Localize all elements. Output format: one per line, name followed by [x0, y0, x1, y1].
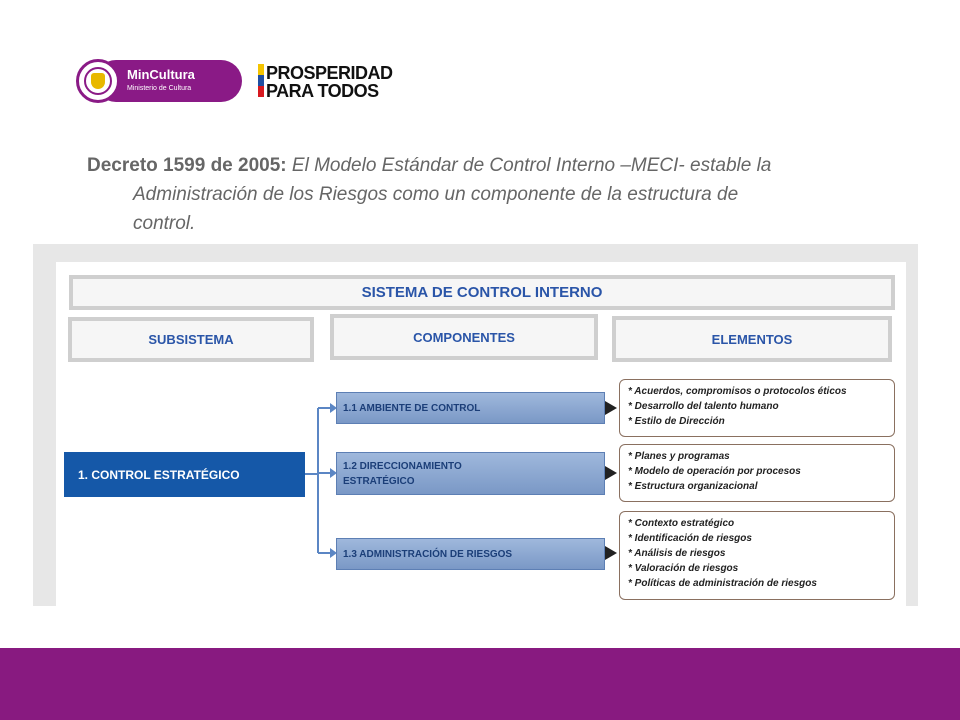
decreto-text-line3: control.	[133, 213, 196, 234]
element-item: * Valoración de riesgos	[628, 563, 739, 574]
component-label-2: ESTRATÉGICO	[343, 475, 415, 487]
diagram-title: SISTEMA DE CONTROL INTERNO	[69, 275, 895, 310]
mincultura-subtitle: Ministerio de Cultura	[127, 85, 192, 92]
column-subsistema: SUBSISTEMA	[68, 317, 314, 362]
prosperidad-line1: PROSPERIDAD	[266, 63, 393, 83]
decreto-paragraph	[87, 151, 883, 238]
component-label: 1.3 ADMINISTRACIÓN DE RIESGOS	[343, 548, 513, 560]
element-item: * Estructura organizacional	[628, 481, 758, 492]
component-administracion-riesgos	[336, 538, 605, 570]
element-item: * Políticas de administración de riesgos	[628, 578, 817, 589]
component-label: 1.2 DIRECCIONAMIENTO	[343, 460, 462, 472]
element-item: * Estilo de Dirección	[628, 416, 725, 427]
column-elementos: ELEMENTOS	[612, 316, 892, 362]
element-item: * Acuerdos, compromisos o protocolos éticos	[628, 386, 847, 397]
decreto-text-line1: El Modelo Estándar de Control Interno –MECI- estable la	[286, 155, 772, 176]
decreto-text-line2: Administración de los Riesgos como un componente de la estructura de	[133, 184, 739, 205]
element-item: * Contexto estratégico	[628, 518, 735, 529]
component-direccionamiento	[336, 452, 605, 495]
element-item: * Planes y programas	[628, 451, 730, 462]
element-item: * Modelo de operación por procesos	[628, 466, 801, 477]
element-item: * Análisis de riesgos	[628, 548, 726, 559]
column-componentes: COMPONENTES	[330, 314, 598, 360]
mincultura-title: MinCultura	[127, 67, 195, 82]
colombia-seal-icon	[76, 59, 120, 103]
component-label: 1.1 AMBIENTE DE CONTROL	[343, 402, 481, 414]
footer-bar	[0, 648, 960, 720]
subsistema-control-estrategico: 1. CONTROL ESTRATÉGICO	[64, 452, 305, 497]
elements-box-3	[619, 511, 895, 600]
decreto-label: Decreto 1599 de 2005:	[87, 155, 287, 176]
element-item: * Identificación de riesgos	[628, 533, 752, 544]
flag-bars-icon	[258, 64, 264, 98]
prosperidad-line2: PARA TODOS	[266, 81, 379, 101]
component-ambiente-control	[336, 392, 605, 424]
element-item: * Desarrollo del talento humano	[628, 401, 779, 412]
elements-box-1	[619, 379, 895, 437]
elements-box-2	[619, 444, 895, 502]
